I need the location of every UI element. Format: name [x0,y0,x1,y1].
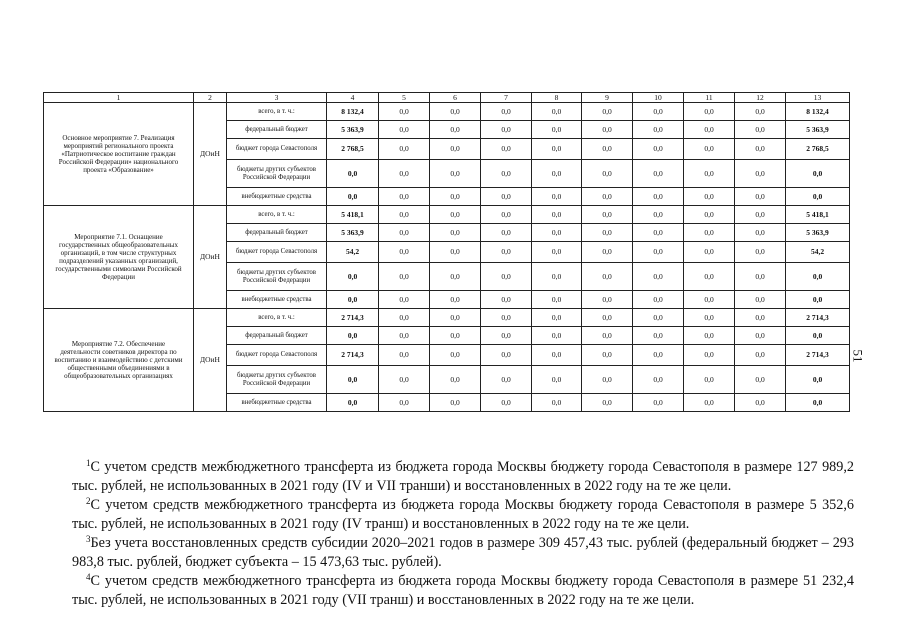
header-cell: 12 [735,93,786,103]
value-cell: 0,0 [633,160,684,188]
table-row [44,206,850,224]
value-cell: 0,0 [327,160,379,188]
value-cell: 0,0 [379,345,430,366]
header-cell: 1 [44,93,194,103]
executor-cell: ДОиН [194,103,227,206]
value-cell: 2 714,3 [327,309,379,327]
value-cell: 0,0 [582,366,633,394]
value-cell: 5 418,1 [327,206,379,224]
value-cell: 0,0 [481,188,532,206]
value-cell: 0,0 [430,206,481,224]
value-cell: 0,0 [684,242,735,263]
page-number: 51 [850,349,866,363]
value-cell: 0,0 [532,291,582,309]
footnote [72,458,854,496]
value-cell: 0,0 [481,345,532,366]
header-cell: 4 [327,93,379,103]
value-cell: 0,0 [684,327,735,345]
funding-source-cell: всего, в т. ч.: [227,206,327,224]
footnote-text: Без учета восстановленных средств субсидии 2020–2021 годов в размере 309 457,43 тыс. рублей (федеральный бюджет – 293 983,8 тыс. рублей, бюджет субъекта – 15 473,63 тыс. рублей). [72,535,854,570]
value-cell: 0,0 [633,121,684,139]
value-cell: 0,0 [633,366,684,394]
value-cell: 0,0 [379,366,430,394]
value-cell: 0,0 [481,206,532,224]
value-cell: 2 714,3 [327,345,379,366]
funding-source-cell: всего, в т. ч.: [227,309,327,327]
value-cell: 0,0 [430,160,481,188]
value-cell: 2 768,5 [327,139,379,160]
value-cell: 8 132,4 [327,103,379,121]
value-cell: 0,0 [633,327,684,345]
funding-source-cell: бюджет города Севастополя [227,139,327,160]
value-cell: 0,0 [633,224,684,242]
value-cell: 54,2 [786,242,850,263]
value-cell: 0,0 [582,309,633,327]
value-cell: 0,0 [532,345,582,366]
value-cell: 0,0 [786,291,850,309]
value-cell: 5 418,1 [786,206,850,224]
value-cell: 0,0 [684,206,735,224]
value-cell: 0,0 [735,188,786,206]
value-cell: 0,0 [430,103,481,121]
value-cell: 2 714,3 [786,345,850,366]
value-cell: 0,0 [684,121,735,139]
value-cell: 0,0 [327,327,379,345]
value-cell: 0,0 [633,103,684,121]
value-cell: 0,0 [684,188,735,206]
footnote-mark: 1 [86,458,91,468]
footnote-text: С учетом средств межбюджетного трансферта из бюджета города Москвы бюджету города Севастополя в размере 5 352,6 тыс. рублей, не использованных в 2021 году (IV транш) и восстановленных в 2022 году на те же цели. [72,497,854,532]
header-cell: 10 [633,93,684,103]
value-cell: 0,0 [532,188,582,206]
value-cell: 0,0 [532,242,582,263]
footnote [72,496,854,534]
executor-cell: ДОиН [194,206,227,309]
value-cell: 0,0 [327,291,379,309]
funding-source-cell: бюджеты других субъектов Российской Федерации [227,366,327,394]
funding-source-cell: внебюджетные средства [227,188,327,206]
funding-source-cell: бюджет города Севастополя [227,345,327,366]
value-cell: 0,0 [684,160,735,188]
value-cell: 0,0 [735,160,786,188]
value-cell: 0,0 [582,242,633,263]
value-cell: 5 363,9 [327,224,379,242]
measure-cell: Мероприятие 7.2. Обеспечение деятельности советников директора по воспитанию и взаимодействию с детскими общественными объединениями в общеобразовательных организациях [44,309,194,412]
value-cell: 0,0 [582,291,633,309]
header-cell: 9 [582,93,633,103]
value-cell: 2 714,3 [786,309,850,327]
value-cell: 0,0 [481,121,532,139]
funding-source-cell: внебюджетные средства [227,291,327,309]
value-cell: 0,0 [735,309,786,327]
value-cell: 0,0 [379,263,430,291]
value-cell: 0,0 [430,366,481,394]
header-row [44,93,850,103]
value-cell: 0,0 [735,394,786,412]
value-cell: 0,0 [532,160,582,188]
value-cell: 0,0 [532,206,582,224]
footnote [72,572,854,610]
value-cell: 0,0 [786,263,850,291]
value-cell: 0,0 [582,394,633,412]
value-cell: 0,0 [786,327,850,345]
value-cell: 0,0 [430,291,481,309]
value-cell: 0,0 [735,206,786,224]
budget-table [43,92,850,412]
footnote-text: С учетом средств межбюджетного трансферта из бюджета города Москвы бюджету города Севастополя в размере 127 989,2 тыс. рублей, не использованных в 2021 году (IV и VII транши) и восстановленных в 2022 году на те же цели. [72,459,854,494]
value-cell: 0,0 [684,139,735,160]
value-cell: 0,0 [327,366,379,394]
value-cell: 0,0 [481,366,532,394]
funding-source-cell: федеральный бюджет [227,224,327,242]
value-cell: 0,0 [582,188,633,206]
funding-source-cell: бюджет города Севастополя [227,242,327,263]
value-cell: 0,0 [582,121,633,139]
value-cell: 0,0 [633,394,684,412]
value-cell: 0,0 [379,309,430,327]
value-cell: 0,0 [379,103,430,121]
footnote-mark: 4 [86,572,91,582]
value-cell: 0,0 [532,309,582,327]
value-cell: 0,0 [582,139,633,160]
value-cell: 0,0 [430,345,481,366]
footnote-mark: 3 [86,534,91,544]
footnote-mark: 2 [86,496,91,506]
value-cell: 0,0 [582,224,633,242]
value-cell: 0,0 [481,139,532,160]
value-cell: 0,0 [532,103,582,121]
value-cell: 8 132,4 [786,103,850,121]
value-cell: 0,0 [684,345,735,366]
value-cell: 54,2 [327,242,379,263]
value-cell: 0,0 [430,188,481,206]
value-cell: 0,0 [582,263,633,291]
value-cell: 0,0 [684,394,735,412]
value-cell: 5 363,9 [786,121,850,139]
value-cell: 0,0 [582,160,633,188]
footnote-text: С учетом средств межбюджетного трансферта из бюджета города Москвы бюджету города Севастополя в размере 51 232,4 тыс. рублей, не использованных в 2021 году (VII транш) и восстановленных в 2022 году на те же цели. [72,573,854,608]
measure-cell: Мероприятие 7.1. Оснащение государственных общеобразовательных организаций, в том числе структурных подразделений указанных организаций, государственными символами Российской Федерации [44,206,194,309]
value-cell: 0,0 [633,188,684,206]
value-cell: 0,0 [633,242,684,263]
value-cell: 0,0 [735,242,786,263]
table-body [44,93,850,412]
value-cell: 0,0 [532,394,582,412]
funding-source-cell: внебюджетные средства [227,394,327,412]
value-cell: 0,0 [735,224,786,242]
value-cell: 0,0 [633,291,684,309]
funding-source-cell: бюджеты других субъектов Российской Федерации [227,263,327,291]
value-cell: 0,0 [532,327,582,345]
table-row [44,309,850,327]
value-cell: 5 363,9 [786,224,850,242]
value-cell: 0,0 [327,263,379,291]
value-cell: 0,0 [379,206,430,224]
funding-source-cell: всего, в т. ч.: [227,103,327,121]
value-cell: 0,0 [430,394,481,412]
value-cell: 0,0 [735,263,786,291]
value-cell: 5 363,9 [327,121,379,139]
header-cell: 6 [430,93,481,103]
funding-source-cell: бюджеты других субъектов Российской Федерации [227,160,327,188]
value-cell: 0,0 [430,242,481,263]
value-cell: 0,0 [582,103,633,121]
value-cell: 0,0 [379,224,430,242]
value-cell: 0,0 [633,263,684,291]
value-cell: 0,0 [786,160,850,188]
value-cell: 0,0 [735,327,786,345]
value-cell: 0,0 [735,139,786,160]
value-cell: 0,0 [633,206,684,224]
value-cell: 0,0 [684,291,735,309]
value-cell: 0,0 [481,291,532,309]
value-cell: 0,0 [430,139,481,160]
value-cell: 0,0 [532,121,582,139]
executor-cell: ДОиН [194,309,227,412]
value-cell: 0,0 [379,291,430,309]
table-row [44,103,850,121]
value-cell: 0,0 [430,309,481,327]
value-cell: 0,0 [481,263,532,291]
value-cell: 0,0 [379,160,430,188]
footnote [72,534,854,572]
value-cell: 0,0 [532,139,582,160]
value-cell: 0,0 [481,242,532,263]
value-cell: 0,0 [430,121,481,139]
value-cell: 0,0 [684,103,735,121]
value-cell: 0,0 [684,366,735,394]
value-cell: 0,0 [786,394,850,412]
value-cell: 0,0 [430,327,481,345]
value-cell: 0,0 [633,139,684,160]
value-cell: 0,0 [735,345,786,366]
value-cell: 0,0 [379,394,430,412]
value-cell: 0,0 [481,103,532,121]
value-cell: 0,0 [481,327,532,345]
value-cell: 0,0 [327,188,379,206]
value-cell: 0,0 [582,206,633,224]
value-cell: 0,0 [327,394,379,412]
value-cell: 0,0 [684,224,735,242]
value-cell: 0,0 [430,263,481,291]
funding-source-cell: федеральный бюджет [227,121,327,139]
value-cell: 0,0 [379,188,430,206]
value-cell: 0,0 [532,263,582,291]
value-cell: 0,0 [684,309,735,327]
header-cell: 2 [194,93,227,103]
value-cell: 0,0 [379,242,430,263]
value-cell: 0,0 [735,121,786,139]
header-cell: 7 [481,93,532,103]
value-cell: 0,0 [735,366,786,394]
value-cell: 0,0 [481,309,532,327]
value-cell: 0,0 [582,327,633,345]
value-cell: 0,0 [633,309,684,327]
value-cell: 0,0 [786,188,850,206]
header-cell: 11 [684,93,735,103]
value-cell: 2 768,5 [786,139,850,160]
value-cell: 0,0 [633,345,684,366]
value-cell: 0,0 [379,121,430,139]
measure-cell: Основное мероприятие 7. Реализация мероприятий регионального проекта «Патриотическое воспитание граждан Российской Федерации» национального проекта «Образование» [44,103,194,206]
funding-source-cell: федеральный бюджет [227,327,327,345]
value-cell: 0,0 [481,394,532,412]
value-cell: 0,0 [735,291,786,309]
value-cell: 0,0 [786,366,850,394]
header-cell: 13 [786,93,850,103]
value-cell: 0,0 [582,345,633,366]
header-cell: 3 [227,93,327,103]
value-cell: 0,0 [684,263,735,291]
header-cell: 8 [532,93,582,103]
value-cell: 0,0 [532,224,582,242]
value-cell: 0,0 [735,103,786,121]
value-cell: 0,0 [379,139,430,160]
value-cell: 0,0 [532,366,582,394]
footnotes [72,458,854,610]
value-cell: 0,0 [481,224,532,242]
value-cell: 0,0 [379,327,430,345]
header-cell: 5 [379,93,430,103]
value-cell: 0,0 [481,160,532,188]
value-cell: 0,0 [430,224,481,242]
